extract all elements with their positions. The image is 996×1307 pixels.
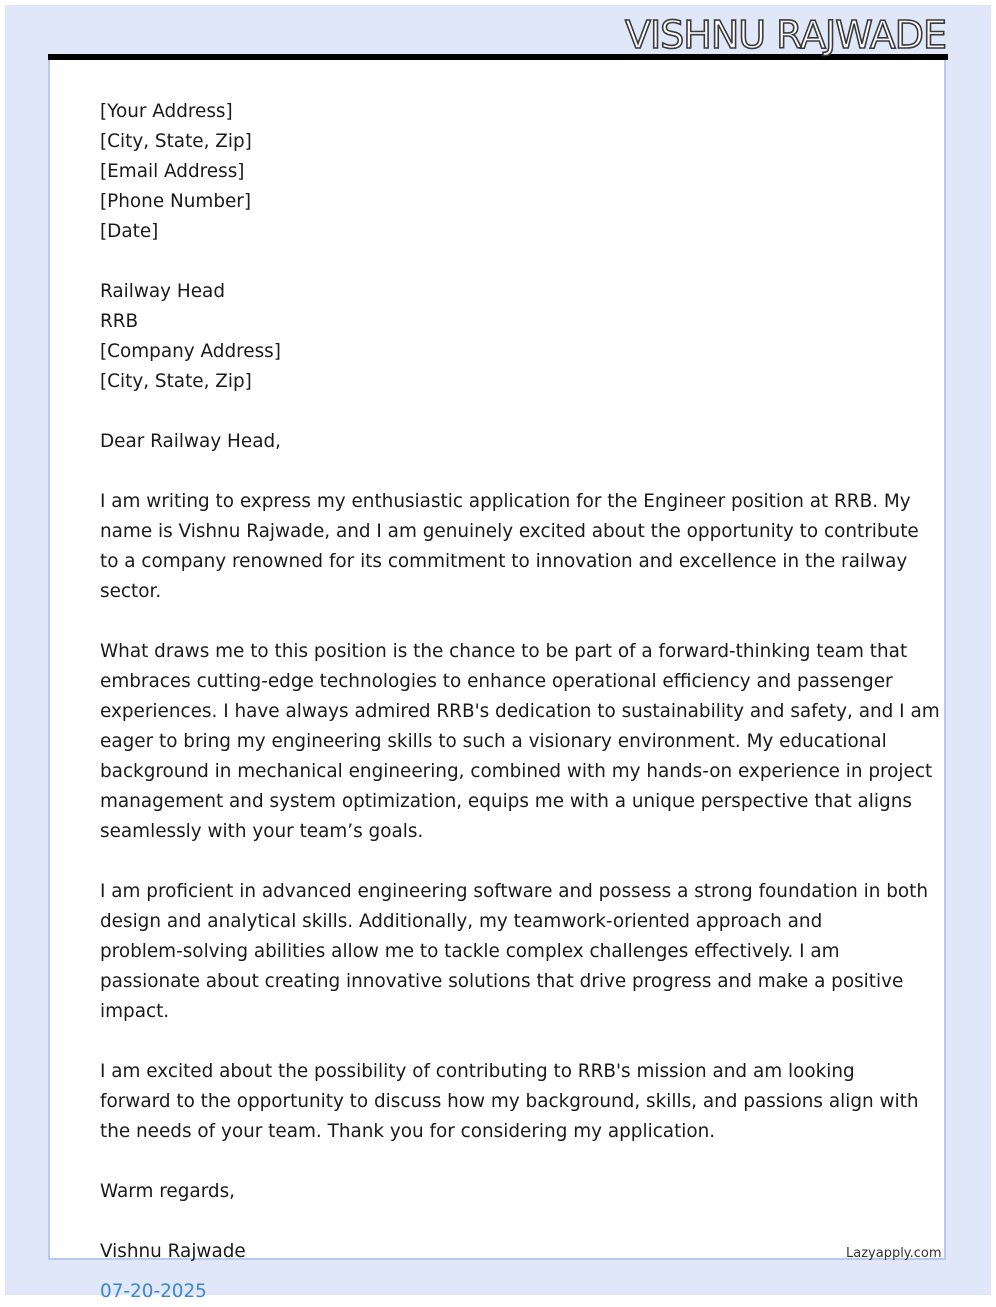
signed-date: 07-20-2025 <box>100 1281 207 1302</box>
sender-email: [Email Address] <box>100 161 245 182</box>
recipient-city-state-zip: [City, State, Zip] <box>100 371 252 392</box>
paragraph-line: I am writing to express my enthusiastic application for the Engineer position at RRB. My <box>100 491 911 512</box>
recipient-block <box>100 277 900 397</box>
paragraph-line: seamlessly with your team’s goals. <box>100 821 424 842</box>
recipient-address: [Company Address] <box>100 341 281 362</box>
paragraph-line: passionate about creating innovative solutions that drive progress and make a positive <box>100 971 904 992</box>
paragraph-1 <box>100 487 919 607</box>
paragraph-line: name is Vishnu Rajwade, and I am genuinely excited about the opportunity to contribute <box>100 521 919 542</box>
letter-body <box>100 97 940 1307</box>
paragraph-line: What draws me to this position is the chance to be part of a forward-thinking team that <box>100 641 908 662</box>
paragraph-2 <box>100 637 940 847</box>
paragraph-line: to a company renowned for its commitment to innovation and excellence in the railway <box>100 551 908 572</box>
paragraph-3 <box>100 877 929 1027</box>
sender-block <box>100 97 900 247</box>
sender-city-state-zip: [City, State, Zip] <box>100 131 252 152</box>
salutation: Dear Railway Head, <box>100 431 281 452</box>
sender-phone: [Phone Number] <box>100 191 252 212</box>
header-name: VISHNU RAJWADE <box>624 13 946 57</box>
paragraph-line: design and analytical skills. Additionally, my teamwork-oriented approach and <box>100 911 823 932</box>
sender-address: [Your Address] <box>100 101 233 122</box>
paragraph-line: the needs of your team. Thank you for considering my application. <box>100 1121 716 1142</box>
paragraph-line: impact. <box>100 1001 170 1022</box>
paragraph-line: experiences. I have always admired RRB's dedication to sustainability and safety, and I am <box>100 701 940 722</box>
paragraph-line: problem-solving abilities allow me to tackle complex challenges effectively. I am <box>100 941 840 962</box>
paragraph-line: forward to the opportunity to discuss how my background, skills, and passions align with <box>100 1091 919 1112</box>
recipient-title: Railway Head <box>100 281 225 302</box>
paragraph-line: embraces cutting-edge technologies to enhance operational efficiency and passenger <box>100 671 893 692</box>
recipient-company: RRB <box>100 311 139 332</box>
paragraph-4 <box>100 1057 919 1147</box>
paragraph-line: background in mechanical engineering, combined with my hands-on experience in project <box>100 761 933 782</box>
paragraph-line: eager to bring my engineering skills to such a visionary environment. My educational <box>100 731 887 752</box>
sender-date: [Date] <box>100 221 159 242</box>
paragraph-line: I am proficient in advanced engineering software and possess a strong foundation in both <box>100 881 929 902</box>
signature: Vishnu Rajwade <box>100 1241 246 1262</box>
paragraph-line: management and system optimization, equips me with a unique perspective that aligns <box>100 791 912 812</box>
paragraph-line: I am excited about the possibility of contributing to RRB's mission and am looking <box>100 1061 855 1082</box>
paragraph-line: sector. <box>100 581 162 602</box>
closing: Warm regards, <box>100 1181 236 1202</box>
brand-watermark: Lazyapply.com <box>846 1246 942 1261</box>
